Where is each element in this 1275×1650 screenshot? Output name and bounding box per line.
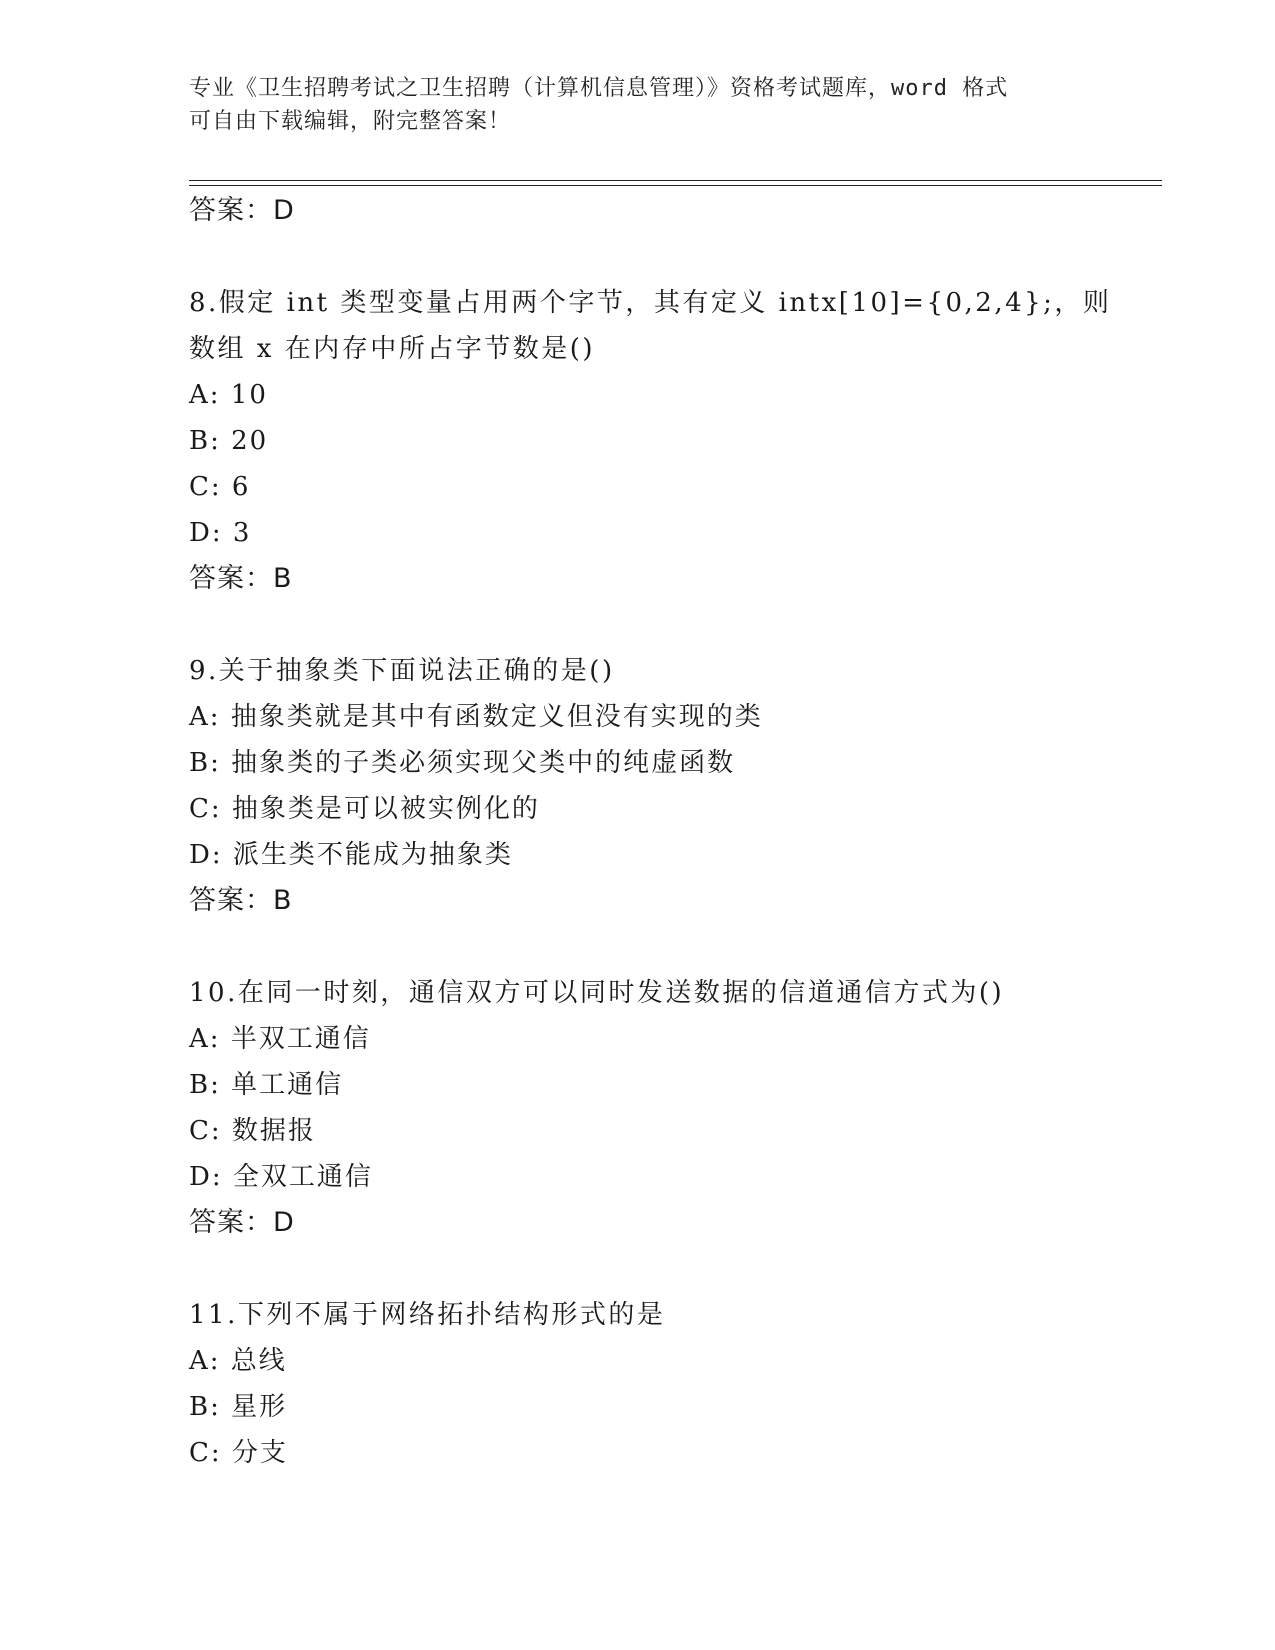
question-8-option-c: C: 6 — [189, 472, 251, 502]
spacer — [189, 1246, 1129, 1292]
header-title-line-1: 专业《卫生招聘考试之卫生招聘（计算机信息管理）》资格考试题库，word 格式 — [189, 76, 1009, 101]
question-9 — [189, 648, 1129, 924]
question-9-answer: 答案：B — [189, 885, 293, 916]
spacer — [189, 602, 1129, 648]
question-9-title: 9.关于抽象类下面说法正确的是() — [189, 656, 615, 686]
question-8-title-line-2: 数组 x 在内存中所占字节数是() — [189, 334, 595, 364]
question-11-option-a: A: 总线 — [189, 1346, 287, 1376]
question-10-answer: 答案：D — [189, 1207, 295, 1238]
question-9-option-d: D: 派生类不能成为抽象类 — [189, 840, 513, 870]
question-8-option-d: D: 3 — [189, 518, 252, 548]
question-11-option-c: C: 分支 — [189, 1438, 288, 1468]
previous-answer: 答案：D — [189, 195, 295, 226]
question-10-title: 10.在同一时刻，通信双方可以同时发送数据的信道通信方式为() — [189, 978, 1005, 1008]
header-title-line-2: 可自由下载编辑，附完整答案！ — [189, 109, 512, 134]
header-divider-bottom — [189, 185, 1162, 186]
question-10-option-c: C: 数据报 — [189, 1116, 316, 1146]
question-9-option-a: A: 抽象类就是其中有函数定义但没有实现的类 — [189, 702, 763, 732]
question-8-option-a: A: 10 — [189, 380, 268, 410]
question-list — [189, 188, 1129, 1476]
spacer — [189, 924, 1129, 970]
question-11-option-b: B: 星形 — [189, 1392, 288, 1422]
question-10-option-a: A: 半双工通信 — [189, 1024, 371, 1054]
question-11-title: 11.下列不属于网络拓扑结构形式的是 — [189, 1300, 666, 1330]
question-8 — [189, 280, 1129, 602]
question-8-option-b: B: 20 — [189, 426, 269, 456]
question-10-option-b: B: 单工通信 — [189, 1070, 344, 1100]
question-10 — [189, 970, 1129, 1246]
question-8-title-line-1: 8.假定 int 类型变量占用两个字节，其有定义 intx[10]={0,2,4};，则 — [189, 288, 1112, 318]
document-header — [189, 72, 1089, 138]
question-9-option-b: B: 抽象类的子类必须实现父类中的纯虚函数 — [189, 748, 736, 778]
question-10-option-d: D: 全双工通信 — [189, 1162, 373, 1192]
question-11 — [189, 1292, 1129, 1476]
spacer — [189, 234, 1129, 280]
question-8-answer: 答案：B — [189, 563, 293, 594]
question-9-option-c: C: 抽象类是可以被实例化的 — [189, 794, 540, 824]
header-divider-top — [189, 180, 1162, 181]
